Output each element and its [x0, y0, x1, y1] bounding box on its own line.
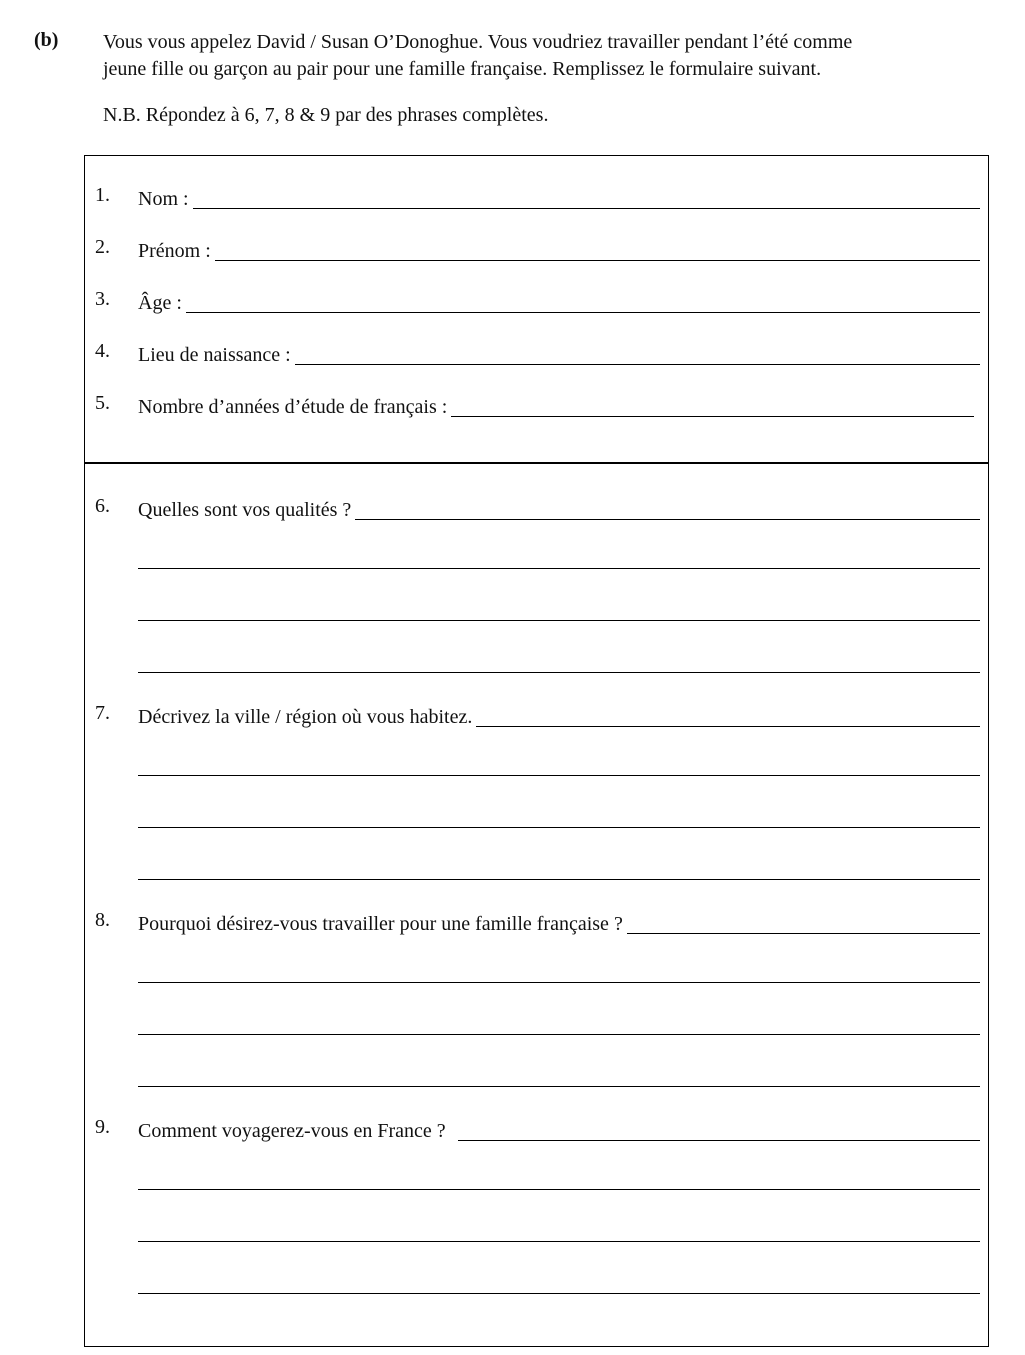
question-label-8: Pourquoi désirez-vous travailler pour une famille française ?: [138, 913, 623, 935]
field-label-prenom: Prénom :: [138, 240, 211, 262]
field-row-nom: [85, 184, 988, 214]
answer-line-prenom[interactable]: [215, 240, 980, 261]
field-label-nom: Nom :: [138, 188, 189, 210]
answer-line-6[interactable]: [138, 672, 980, 673]
form-box: [84, 155, 989, 1347]
section-divider: [85, 462, 988, 464]
field-label-annees: Nombre d’années d’étude de français :: [138, 396, 448, 418]
answer-line-7[interactable]: [476, 706, 980, 727]
question-row-6: [85, 495, 988, 525]
field-number: 1.: [95, 184, 110, 206]
question-row-9: [85, 1116, 988, 1146]
answer-line-6[interactable]: [355, 499, 980, 520]
question-row-8: [85, 909, 988, 939]
answer-line-9[interactable]: [138, 1293, 980, 1294]
answer-line-9[interactable]: [138, 1189, 980, 1190]
answer-line-9[interactable]: [458, 1120, 980, 1141]
answer-line-age[interactable]: [186, 292, 980, 313]
answer-line-6[interactable]: [138, 620, 980, 621]
answer-line-7[interactable]: [138, 827, 980, 828]
answer-line-7[interactable]: [138, 775, 980, 776]
field-row-lieu: [85, 340, 988, 370]
answer-line-6[interactable]: [138, 568, 980, 569]
question-label-9: Comment voyagerez-vous en France ?: [138, 1120, 446, 1142]
question-number: 7.: [95, 702, 110, 724]
answer-line-9[interactable]: [138, 1241, 980, 1242]
field-row-prenom: [85, 236, 988, 266]
field-label-age: Âge :: [138, 292, 182, 314]
field-number: 5.: [95, 392, 110, 414]
answer-line-nom[interactable]: [193, 188, 980, 209]
note: N.B. Répondez à 6, 7, 8 & 9 par des phrases complètes.: [103, 104, 549, 126]
answer-line-lieu[interactable]: [295, 344, 980, 365]
question-number: 6.: [95, 495, 110, 517]
answer-line-8[interactable]: [138, 982, 980, 983]
field-number: 2.: [95, 236, 110, 258]
answer-line-8[interactable]: [138, 1086, 980, 1087]
answer-line-annees[interactable]: [451, 396, 974, 417]
field-row-age: [85, 288, 988, 318]
question-number: 9.: [95, 1116, 110, 1138]
instructions-line-1: Vous vous appelez David / Susan O’Donoghue. Vous voudriez travailler pendant l’été comme: [103, 31, 853, 53]
question-label-6: Quelles sont vos qualités ?: [138, 499, 352, 521]
question-number: 8.: [95, 909, 110, 931]
section-label: (b): [34, 29, 59, 51]
question-row-7: [85, 702, 988, 732]
answer-line-8[interactable]: [627, 913, 980, 934]
field-number: 3.: [95, 288, 110, 310]
field-label-lieu: Lieu de naissance :: [138, 344, 291, 366]
field-number: 4.: [95, 340, 110, 362]
field-row-annees: [85, 392, 988, 422]
answer-line-7[interactable]: [138, 879, 980, 880]
instructions: [103, 29, 1003, 83]
answer-line-8[interactable]: [138, 1034, 980, 1035]
instructions-line-2: jeune fille ou garçon au pair pour une famille française. Remplissez le formulaire suivant.: [103, 58, 822, 80]
question-label-7: Décrivez la ville / région où vous habitez.: [138, 706, 473, 728]
